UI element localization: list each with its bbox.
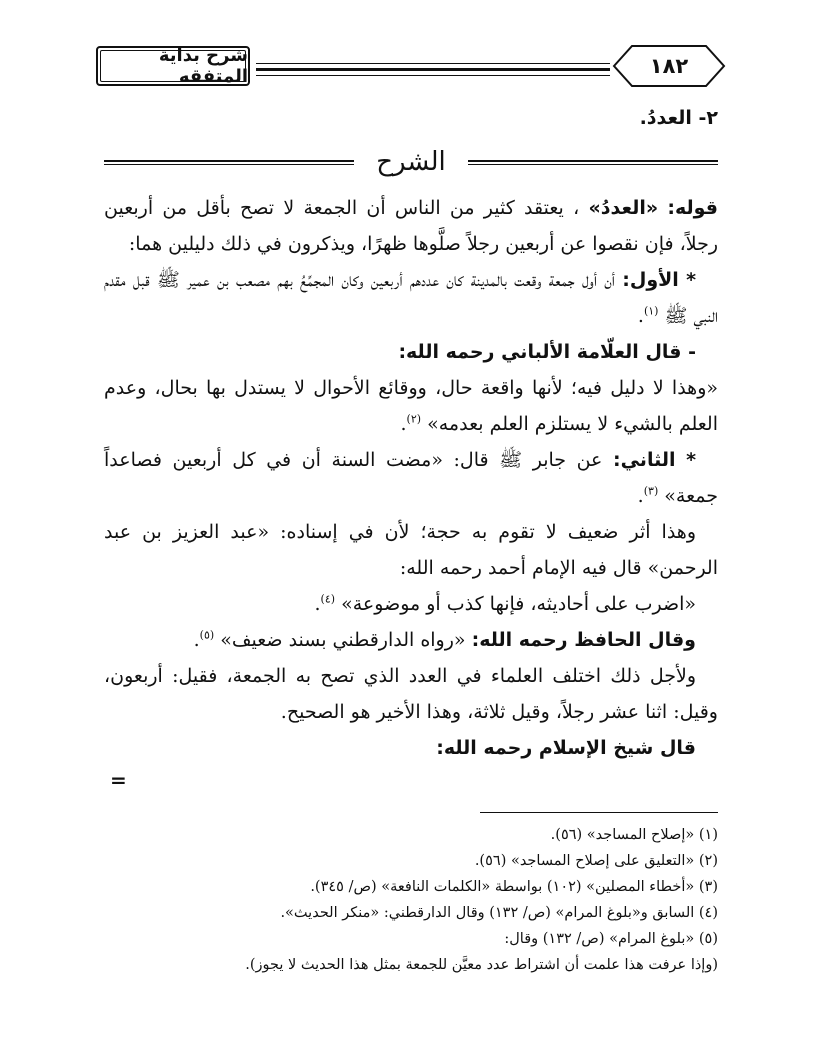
term: «العددُ»: [588, 197, 659, 219]
paragraph-text: أن أول جمعة وقعت بالمدينة كان عددهم أربعين وكان المجمِّعُ بهم مصعب بن عمير ﷺ قبل مقدم النبي ﷺ: [104, 269, 718, 327]
quote-text: «رواه الدارقطني بسند ضعيف»: [220, 629, 466, 651]
item-heading: ٢- العددُ.: [639, 107, 718, 129]
lead-word: قوله:: [667, 197, 718, 219]
paragraph-7: «اضرب على أحاديثه، فإنها كذب أو موضوعة» $^{(٤)}$.: [314, 592, 696, 615]
footnotes: [104, 822, 718, 978]
quote-text: «وهذا لا دليل فيه؛ لأنها واقعة حال، ووقائع الأحوال لا يستدل بها بحال، وعدم العلم بالشيء لا يستلزم العلم بعدمه»: [104, 377, 718, 435]
section-title: الشرح: [376, 147, 446, 177]
quote-text: «اضرب على أحاديثه، فإنها كذب أو موضوعة»: [341, 593, 696, 615]
footnote: (٥) «بلوغ المرام» (ص/ ١٣٢) وقال:: [504, 931, 718, 947]
footnote: (٢) «التعليق على إصلاح المساجد» (٥٦).: [474, 853, 718, 869]
footnote-ref[interactable]: (١): [643, 304, 659, 318]
footnote-ref[interactable]: (٣): [643, 484, 659, 498]
section-rule: [468, 160, 718, 165]
paragraph-1: [104, 190, 718, 262]
paragraph-10: قال شيخ الإسلام رحمه الله:: [436, 737, 696, 759]
paragraph-9: ولأجل ذلك اختلف العلماء في العدد الذي تصح به الجمعة، فقيل: أربعون، وقيل: اثنا عشر رجلاً، وقيل ثلاثة، وهذا الأخير هو الصحيح.: [104, 665, 718, 723]
running-header: [96, 36, 728, 100]
footnote: (٣) «أخطاء المصلين» (١٠٢) بواسطة «الكلمات النافعة» (ص/ ٣٤٥).: [310, 879, 718, 895]
star-marker: *: [686, 449, 696, 471]
footnote: (وإذا عرفت هذا علمت أن اشتراط عدد معيَّن للجمعة بمثل هذا الحديث لا يجوز).: [245, 957, 718, 973]
section-header: [104, 140, 718, 184]
header-rule: [256, 68, 610, 71]
page-number: [610, 42, 728, 90]
main-text: [104, 100, 718, 766]
paragraph-4: «وهذا لا دليل فيه؛ لأنها واقعة حال، ووقائع الأحوال لا يستدل بها بحال، وعدم العلم بالشيء لا يستلزم العلم بعدمه» $^{(٢)}$.: [104, 377, 718, 435]
attribution: وقال الحافظ رحمه الله:: [471, 629, 696, 651]
paragraph-6: وهذا أثر ضعيف لا تقوم به حجة؛ لأن في إسناده: «عبد العزيز بن عبد الرحمن» قال فيه الإمام أحمد رحمه الله:: [104, 521, 718, 579]
page-number-text: ١٨٢: [649, 54, 689, 78]
footnote: (١) «إصلاح المساجد» (٥٦).: [550, 827, 718, 843]
paragraph-8: وقال الحافظ رحمه الله: «رواه الدارقطني بسند ضعيف» $^{(٥)}$.: [193, 628, 696, 651]
paragraph-2: * الأول: أن أول جمعة وقعت بالمدينة كان عددهم أربعين وكان المجمِّعُ بهم مصعب بن عمير ﷺ قبل مقدم النبي ﷺ $^{(١)}$.: [104, 269, 718, 327]
book-title: شرح بداية المتفقه: [96, 46, 250, 86]
continuation-mark: =: [110, 768, 127, 792]
footnote-ref[interactable]: (٤): [320, 592, 336, 606]
header-rule: [256, 63, 610, 64]
point-label: الثاني:: [612, 449, 676, 471]
footnote-ref[interactable]: (٥): [199, 628, 215, 642]
paragraph-text: ، يعتقد كثير من الناس أن الجمعة لا تصح بأقل من أربعين رجلاً، فإن نقصوا عن أربعين رجلاً صلَّوها ظهرًا، ويذكرون في ذلك دليلين هما:: [104, 197, 718, 255]
paragraph-text: عن جابر ﷺ قال: «مضت السنة أن في كل أربعين فصاعداً جمعة»: [104, 449, 718, 507]
footnote-separator: [480, 812, 718, 813]
paragraph-5: * الثاني: عن جابر ﷺ قال: «مضت السنة أن في كل أربعين فصاعداً جمعة» $^{(٣)}$.: [104, 449, 718, 507]
star-marker: *: [686, 269, 696, 291]
footnote: (٤) السابق و«بلوغ المرام» (ص/ ١٣٢) وقال الدارقطني: «منكر الحديث».: [280, 905, 718, 921]
point-label: الأول:: [622, 269, 679, 291]
section-rule: [104, 160, 354, 165]
header-rule: [256, 75, 610, 76]
footnote-ref[interactable]: (٢): [406, 412, 422, 426]
paragraph-3: - قال العلّامة الألباني رحمه الله:: [398, 341, 696, 363]
